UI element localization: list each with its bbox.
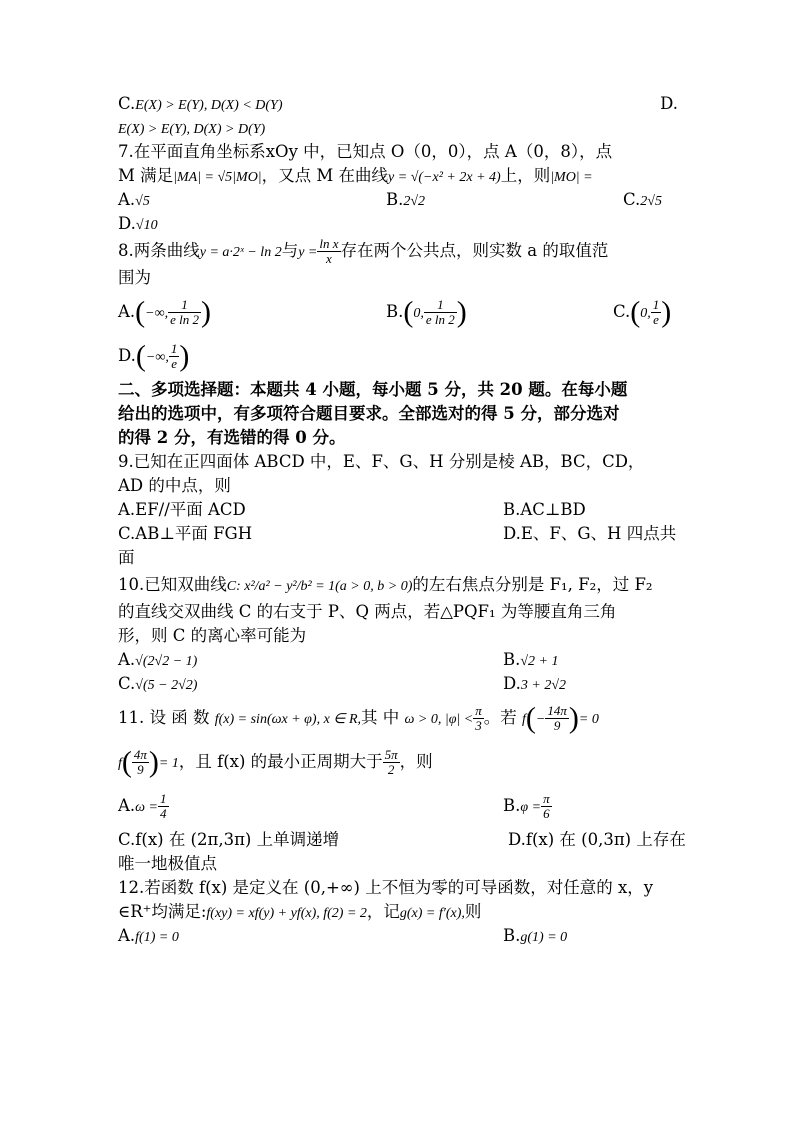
q11-option-b: B.φ = $\frac{\pi}{6}$ (503, 791, 550, 821)
q11-option-c: C.f(x) 在 (2π,3π) 上单调递增 (118, 830, 340, 849)
section2-line2: 给出的选项中，有多项符合题目要求。全部选对的得 5 分，部分选对 (118, 404, 620, 423)
q8-stem-line1: 8.两条曲线y = a·2ˣ − ln 2与y = $\frac{\text{ln x}}{x}$ 存在两个公共点，则实数 a 的取值范 (118, 236, 609, 266)
q8-stem-line2: 围为 (118, 268, 151, 287)
q12-option-b: B.g(1) = 0 (503, 926, 568, 945)
q11-options-row2 (118, 828, 686, 852)
q11-option-a: A.ω = $\frac{1}{4}$ (118, 791, 167, 821)
q8-option-d: D.(−∞, $\frac{1}{e}$ ) (118, 339, 190, 373)
q9-option-d: D.E、F、G、H 四点共 (503, 524, 677, 543)
q12-stem-line2: ∈R⁺均满足:f(xy) = xf(y) + yf(x), f(2) = 2，记g(x) = f′(x),则 (118, 902, 482, 921)
q10-options-row2 (118, 672, 678, 696)
q7-option-c: C.2√5 (623, 190, 662, 209)
q10-option-b: B.√2 + 1 (503, 650, 559, 669)
q7-stem-line2: M 满足|MA| = √5|MO|，又点 M 在曲线y = √(−x² + 2x + 4)上，则|MO| = (118, 166, 593, 185)
q11-stem-line2: f( $\frac{4\pi}{9}$ )= 1，且 f(x) 的最小正周期大于 $\frac{5\pi}{2}$ ，则 (118, 745, 433, 779)
q6-options-row (118, 92, 678, 116)
q12-stem-line1: 12.若函数 f(x) 是定义在 (0,+∞) 上不恒为零的可导函数，对任意的 x，y (118, 878, 654, 897)
q11-option-d-cont: 唯一地极值点 (118, 854, 217, 873)
q9-stem-line2: AD 的中点，则 (118, 476, 231, 495)
q9-stem-line1: 9.已知在正四面体 ABCD 中，E、F、G、H 分别是棱 AB，BC，CD， (118, 452, 645, 471)
q11-option-d: D.f(x) 在 (0,3π) 上存在 (508, 830, 686, 849)
q9-option-d-cont: 面 (118, 548, 135, 567)
q10-options-row1 (118, 648, 678, 672)
q10-option-d: D.3 + 2√2 (503, 674, 567, 693)
q7-option-d: D.√10 (118, 214, 158, 233)
q7-options-row (118, 188, 678, 212)
q11-options-row1 (118, 784, 678, 828)
q7-option-a: A.√5 (118, 190, 150, 209)
q9-options-row1 (118, 498, 678, 522)
q12-options-row1 (118, 924, 678, 948)
q7-stem-line1: 7.在平面直角坐标系xOy 中，已知点 O（0，0），点 A（0，8），点 (118, 142, 613, 161)
q7-option-b: B.2√2 (386, 190, 426, 209)
q8-option-b: B.(0, $\frac{1}{\text{e ln 2}}$ ) (386, 295, 467, 329)
q8-option-c: C.(0, $\frac{1}{e}$ ) (613, 295, 672, 329)
q10-stem-line2: 的直线交双曲线 C 的右支于 P、Q 两点，若△PQF₁ 为等腰直角三角 (118, 602, 617, 621)
section2-line3: 的得 2 分，有选错的得 0 分。 (118, 428, 346, 447)
section2-line1: 二、多项选择题：本题共 4 小题，每小题 5 分，共 20 题。在每小题 (118, 380, 628, 399)
exam-page (118, 92, 686, 948)
q10-stem-line1: 10.已知双曲线C: x²/a² − y²/b² = 1(a > 0, b > 0)的左右焦点分别是 F₁, F₂，过 F₂ (118, 575, 653, 594)
q9-option-b: B.AC⊥BD (503, 500, 586, 519)
q9-option-a: A.EF//平面 ACD (118, 500, 246, 519)
q12-option-a: A.f(1) = 0 (118, 926, 179, 945)
q10-option-a: A.√(2√2 − 1) (118, 650, 198, 669)
q10-stem-line3: 形，则 C 的离心率可能为 (118, 626, 307, 645)
q8-options-row (118, 290, 678, 334)
q9-option-c: C.AB⊥平面 FGH (118, 524, 253, 543)
q6-option-d-label: D. (660, 94, 678, 113)
q8-option-a: A.(−∞, $\frac{1}{\text{e ln 2}}$ ) (118, 295, 211, 329)
q6-option-c: C.E(X) > E(Y), D(X) < D(Y) (118, 94, 283, 113)
q9-options-row2 (118, 522, 678, 546)
q6-option-d-math: E(X) > E(Y), D(X) > D(Y) (118, 122, 266, 137)
q11-stem-line1: 11. 设 函 数 f(x) = sin(ωx + φ), x ∈ R,其 中 ω > 0, |φ| < $\frac{\pi}{3}$ 。若 f(− $\frac{14\pi}{9}$ )= 0 (118, 701, 599, 735)
q10-option-c: C.√(5 − 2√2) (118, 674, 198, 693)
